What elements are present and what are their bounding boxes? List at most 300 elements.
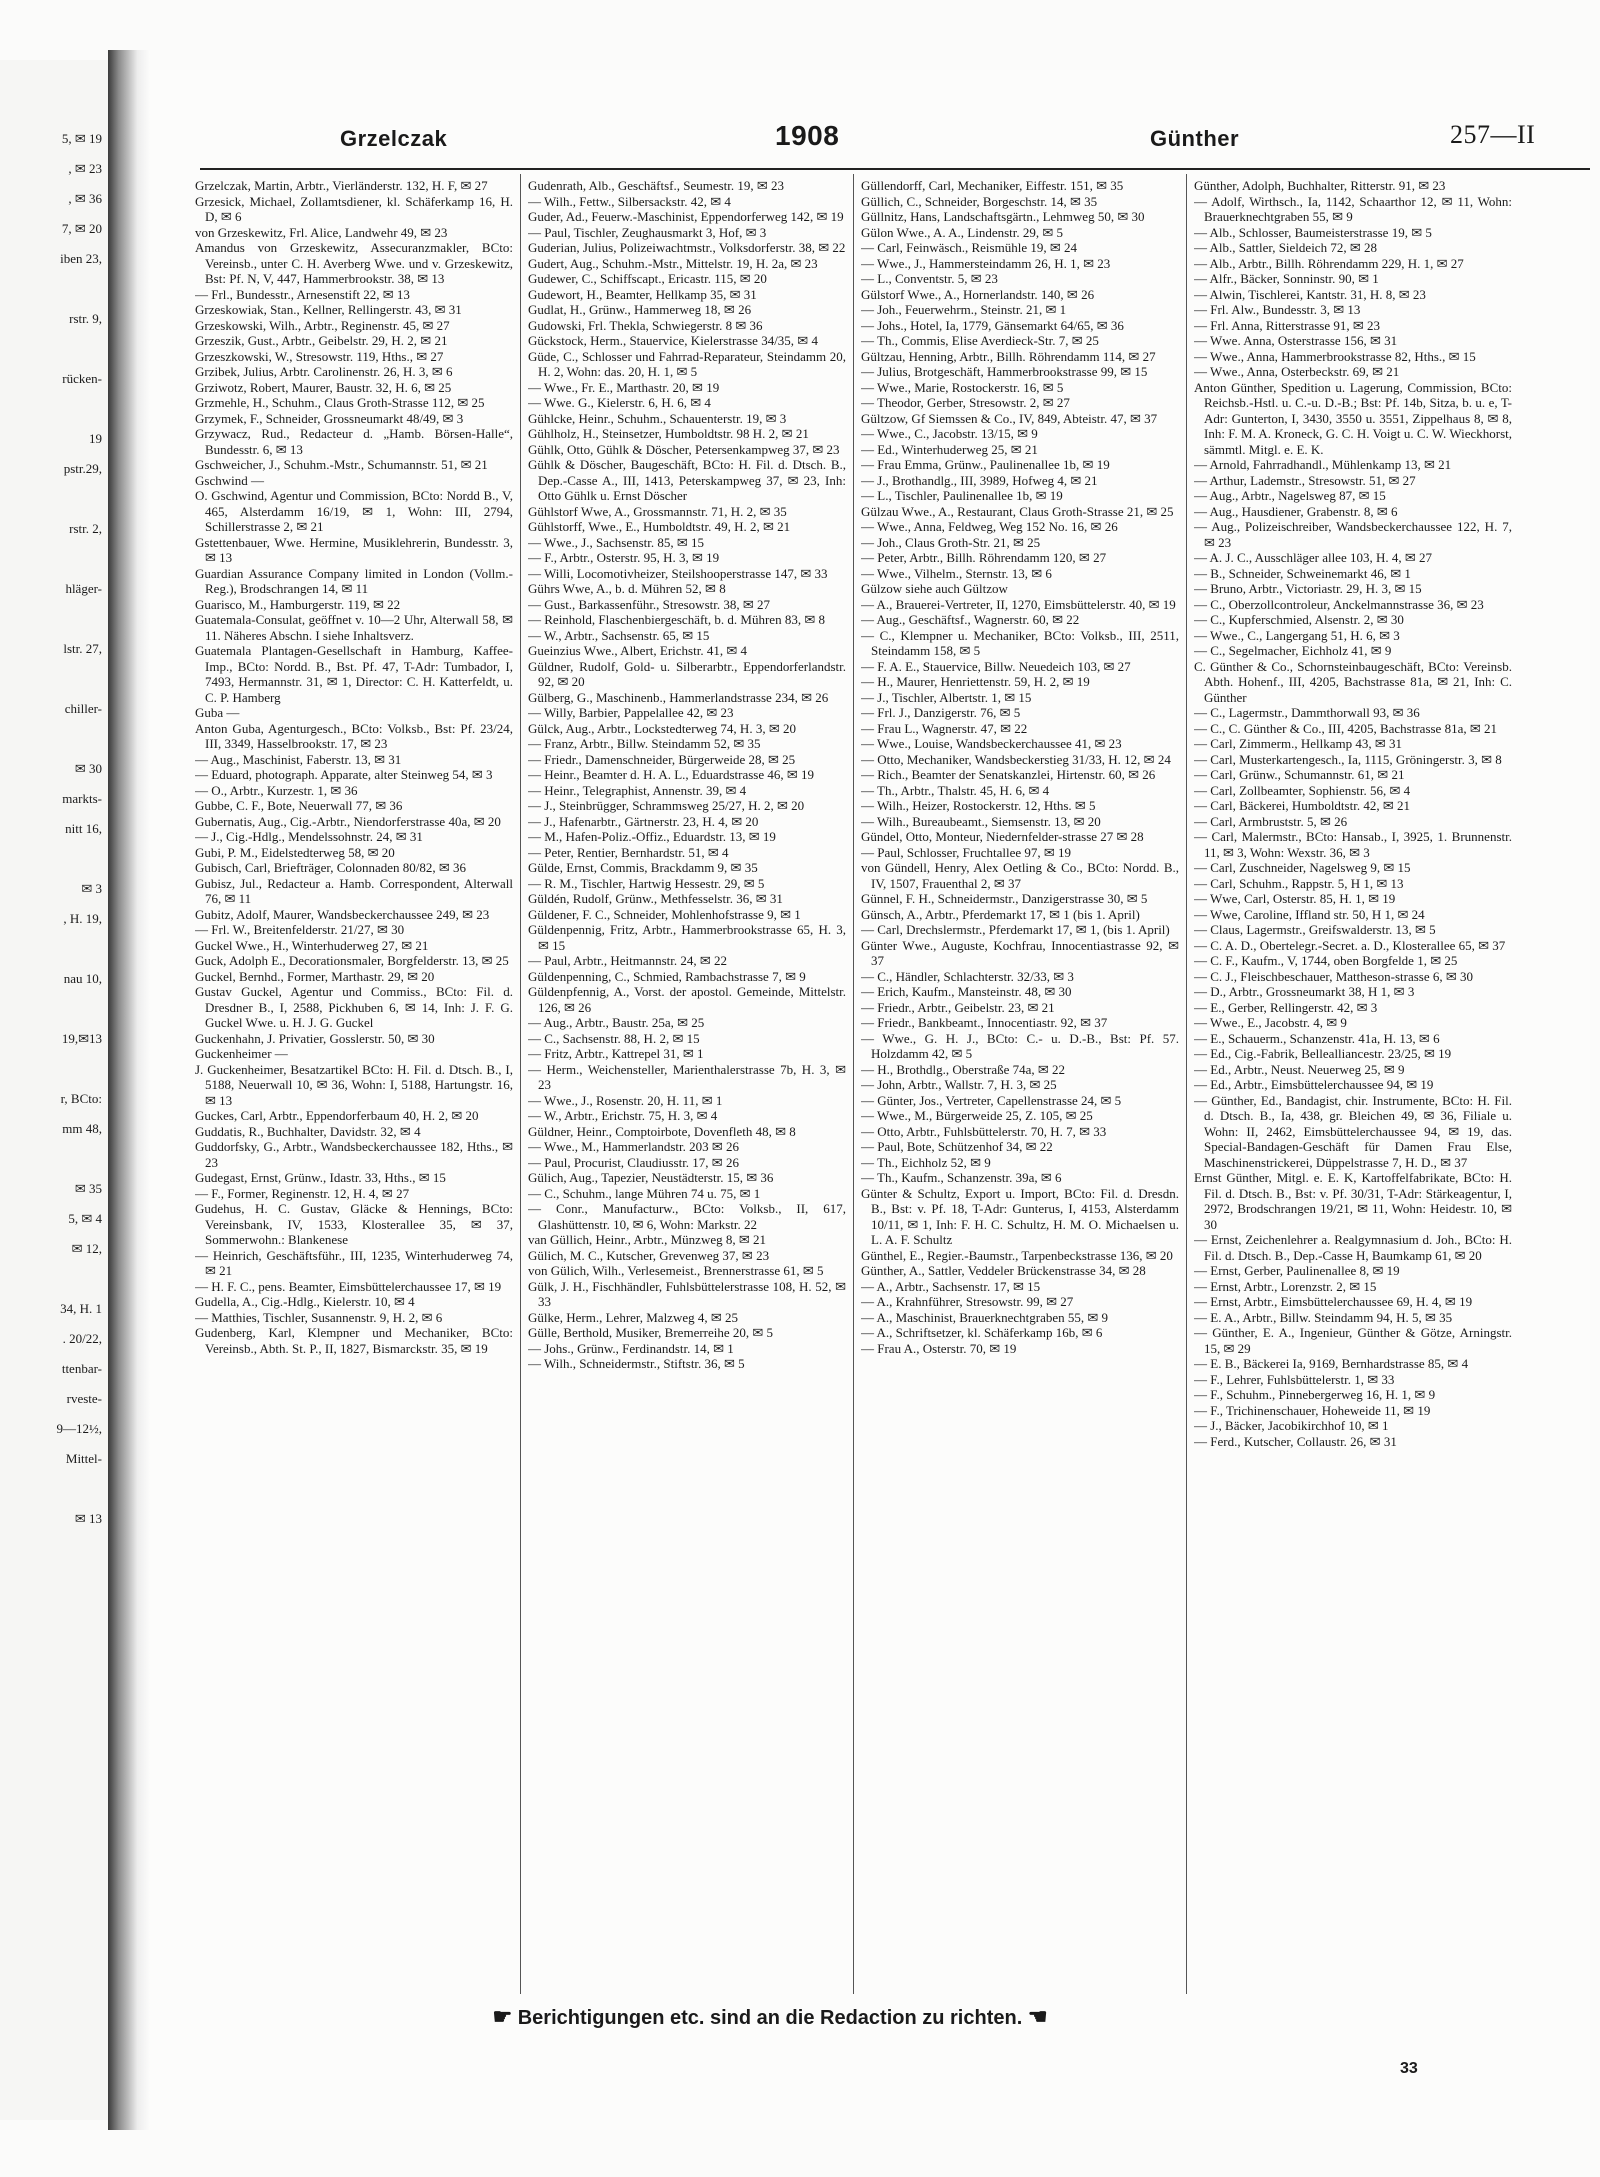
directory-entry: Gülich, M. C., Kutscher, Grevenweg 37, ✉ 23: [528, 1247, 770, 1263]
column-divider: [520, 174, 521, 1994]
directory-entry: — Th., Eichholz 52, ✉ 9: [861, 1154, 991, 1170]
previous-page-fragment: Mittel-: [65, 1452, 102, 1466]
directory-entry: — Rich., Beamter der Senatskanzlei, Hirtenstr. 60, ✉ 26: [861, 767, 1156, 782]
directory-entry: Gückstock, Herm., Stauervice, Kielerstrasse 34/35, ✉ 4: [528, 333, 818, 348]
directory-entry: Guckenheimer —: [195, 1046, 288, 1061]
directory-entry: Grziwotz, Robert, Maurer, Baustr. 32, H. 6, ✉ 25: [195, 379, 452, 395]
previous-page-fragment: mm 48,: [62, 1122, 102, 1136]
directory-entry: — Th., Arbtr., Thalstr. 45, H. 6, ✉ 4: [861, 782, 1050, 798]
directory-entry: — Reinhold, Flaschenbiergeschäft, b. d. Mühren 83, ✉ 8: [528, 612, 825, 627]
directory-entry: — Frau L., Wagnerstr. 47, ✉ 22: [861, 720, 1028, 736]
directory-entry: — F., Schuhm., Pinnebergerweg 16, H. 1, ✉ 9: [1194, 1387, 1436, 1402]
directory-entry: Günther, Adolph, Buchhalter, Ritterstr. 91, ✉ 23: [1194, 178, 1446, 193]
directory-entry: Güde, C., Schlosser und Fahrrad-Reparateur, Steindamm 20, H. 2, Wohn: das. 20, H. 1, ✉ 5: [528, 348, 846, 379]
directory-entry: — Carl, Drechslermstr., Pferdemarkt 17, ✉ 1, (bis 1. April): [861, 922, 1170, 937]
directory-entry: Güllendorff, Carl, Mechaniker, Eiffestr. 151, ✉ 35: [861, 178, 1124, 193]
directory-entry: — Wwe., J., Sachsenstr. 85, ✉ 15: [528, 534, 705, 550]
directory-entry: Güldenpennig, Fritz, Arbtr., Hammerbrookstrasse 65, H. 3, ✉ 15: [528, 922, 846, 953]
previous-page-fragment: , H. 19,: [63, 912, 102, 926]
directory-entry: Güldenpfennig, A., Vorst. der apostol. Gemeinde, Mittelstr. 126, ✉ 26: [528, 984, 846, 1015]
directory-entry: — C. A. D., Obertelegr.-Secret. a. D., Klosterallee 65, ✉ 37: [1194, 937, 1506, 953]
directory-entry: — A., Krahnführer, Stresowstr. 99, ✉ 27: [861, 1294, 1074, 1309]
previous-page-fragment: nitt 16,: [65, 822, 102, 836]
directory-entry: — Wilh., Fettw., Silbersackstr. 42, ✉ 4: [528, 193, 731, 209]
previous-page-fragment: , ✉ 36: [68, 192, 102, 206]
directory-entry: — Heinr., Beamter d. H. A. L., Eduardstrasse 46, ✉ 19: [528, 767, 815, 782]
directory-entry: Günther, A., Sattler, Veddeler Brückenstrasse 34, ✉ 28: [861, 1263, 1146, 1278]
directory-entry: von Gündell, Henry, Alex Oetling & Co., BCto: Nordd. B., IV, 1507, Frauenthal 2, ✉ 37: [861, 860, 1179, 891]
footer-page-number: 33: [1400, 2060, 1418, 2077]
directory-entry: — F., Former, Reginenstr. 12, H. 4, ✉ 27: [195, 1185, 410, 1201]
pointing-hand-icon: ☚: [1027, 2004, 1048, 2029]
previous-page-fragment: markts-: [62, 792, 102, 806]
directory-page: [150, 70, 1590, 2130]
column-2: [528, 178, 846, 1978]
directory-entry: — H. F. C., pens. Beamter, Eimsbüttelerchaussee 17, ✉ 19: [195, 1278, 502, 1294]
directory-entry: — Wwe., M., Hammerlandstr. 203 ✉ 26: [528, 1139, 740, 1154]
directory-entry: von Grzeskewitz, Frl. Alice, Landwehr 49, ✉ 23: [195, 224, 448, 240]
directory-entry: — J., Steinbrügger, Schrammsweg 25/27, H. 2, ✉ 20: [528, 798, 805, 813]
directory-entry: — Ernst, Zeichenlehrer a. Realgymnasium d. Joh., BCto: H. Fil. d. Dtsch. B., Dep.-Casse H, Baumkamp 61, ✉ 20: [1194, 1232, 1512, 1263]
directory-entry: Gubernatis, Aug., Cig.-Arbtr., Niendorferstrasse 40a, ✉ 20: [195, 813, 501, 829]
directory-entry: — F. A. E., Stauervice, Billw. Neuedeich 103, ✉ 27: [861, 658, 1131, 674]
directory-entry: — Ed., Winterhuderweg 25, ✉ 21: [861, 441, 1038, 457]
directory-entry: — Friedr., Bankbeamt., Innocentiastr. 92, ✉ 37: [861, 1015, 1108, 1030]
directory-entry: — F., Arbtr., Osterstr. 95, H. 3, ✉ 19: [528, 550, 720, 565]
directory-entry: Anton Günther, Spedition u. Lagerung, Commission, BCto: Reichsb.-Hstl. u. C.-u. D.-B.; Bst: Pf. 14b, Sitza, b. u. e, T-Adr: Gunterton, I, 3430, 3550 u. 3551, Zippelhaus 8, ✉ 8, Inh: F. M. A. Kroneck, G. C. H. Voigt u. C. W. Wieckhorst, sämmtl. Mitgl. e. E. K.: [1194, 379, 1512, 457]
directory-entry: — Wwe., Anna, Osterbeckstr. 69, ✉ 21: [1194, 364, 1400, 379]
directory-entry: Gühlstorff, Wwe., E., Humboldtstr. 49, H. 2, ✉ 21: [528, 519, 791, 534]
previous-page-fragment: ttenbar-: [61, 1362, 102, 1376]
directory-entry: Guder, Ad., Feuerw.-Maschinist, Eppendorferweg 142, ✉ 19: [528, 209, 844, 224]
directory-entry: — John, Arbtr., Wallstr. 7, H. 3, ✉ 25: [861, 1077, 1057, 1092]
directory-entry: Guckes, Carl, Arbtr., Eppendorferbaum 40, H. 2, ✉ 20: [195, 1108, 479, 1123]
directory-entry: — Friedr., Damenschneider, Bürgerweide 28, ✉ 25: [528, 751, 796, 767]
directory-entry: — Frau Emma, Grünw., Paulinenallee 1b, ✉ 19: [861, 457, 1110, 472]
directory-entry: — Aug., Geschäftsf., Wagnerstr. 60, ✉ 22: [861, 612, 1080, 627]
previous-page-fragment: ✉ 35: [74, 1182, 102, 1196]
directory-entry: — Carl, Feinwäsch., Reismühle 19, ✉ 24: [861, 240, 1077, 255]
directory-entry: — Aug., Hausdiener, Grabenstr. 8, ✉ 6: [1194, 503, 1398, 519]
directory-entry: Gührs Wwe, A., b. d. Mühren 52, ✉ 8: [528, 581, 726, 596]
directory-entry: Güllnitz, Hans, Landschaftsgärtn., Lehmweg 50, ✉ 30: [861, 209, 1145, 224]
directory-entry: — H., Brothdlg., Oberstraße 74a, ✉ 22: [861, 1061, 1066, 1077]
directory-entry: — Paul, Bote, Schützenhof 34, ✉ 22: [861, 1139, 1053, 1154]
directory-entry: — Arnold, Fahrradhandl., Mühlenkamp 13, ✉ 21: [1194, 457, 1452, 472]
directory-entry: Gühlstorf Wwe, A., Grossmannstr. 71, H. 2, ✉ 35: [528, 503, 787, 519]
directory-entry: — Wwe. G., Kielerstr. 6, H. 6, ✉ 4: [528, 395, 711, 410]
directory-entry: Guckel, Bernhd., Former, Marthastr. 29, ✉ 20: [195, 968, 435, 984]
directory-entry: — O., Arbtr., Kurzestr. 1, ✉ 36: [195, 782, 358, 798]
directory-entry: — J., Bäcker, Jacobikirchhof 10, ✉ 1: [1194, 1418, 1389, 1433]
directory-entry: — Eduard, photograph. Apparate, alter Steinweg 54, ✉ 3: [195, 767, 493, 782]
directory-entry: — C., Lagermstr., Dammthorwall 93, ✉ 36: [1194, 705, 1420, 720]
directory-entry: — Willy, Barbier, Pappelallee 42, ✉ 23: [528, 705, 734, 720]
directory-entry: von Gülich, Wilh., Verlesemeist., Brennerstrasse 61, ✉ 5: [528, 1263, 824, 1278]
directory-entry: — Ernst, Gerber, Paulinenallee 8, ✉ 19: [1194, 1263, 1400, 1278]
directory-entry: Gülle, Berthold, Musiker, Bremerreihe 20, ✉ 5: [528, 1325, 774, 1340]
directory-entry: — Alwin, Tischlerei, Kantstr. 31, H. 8, ✉ 23: [1194, 286, 1426, 302]
directory-entry: Gühlk, Otto, Gühlk & Döscher, Petersenkampweg 37, ✉ 23: [528, 441, 840, 457]
previous-page-fragment: r, BCto:: [60, 1092, 102, 1106]
directory-entry: — Frl. Alw., Bundesstr. 3, ✉ 13: [1194, 302, 1361, 317]
previous-page-strip: [0, 60, 112, 2120]
directory-entry: — C., Klempner u. Mechaniker, BCto: Volksb., III, 2511, Steindamm 158, ✉ 5: [861, 627, 1179, 658]
directory-entry: — Ferd., Kutscher, Collaustr. 26, ✉ 31: [1194, 1433, 1397, 1449]
directory-entry: — L., Conventstr. 5, ✉ 23: [861, 271, 998, 286]
directory-entry: — Wwe, Carl, Osterstr. 85, H. 1, ✉ 19: [1194, 891, 1396, 906]
directory-entry: Guddorfsky, G., Arbtr., Wandsbeckerchaussee 182, Hths., ✉ 23: [195, 1139, 513, 1170]
directory-entry: — Wilh., Schneidermstr., Stiftstr. 36, ✉ 5: [528, 1356, 745, 1371]
column-divider: [1186, 174, 1187, 1994]
directory-entry: — Joh., Claus Groth-Str. 21, ✉ 25: [861, 534, 1041, 550]
directory-entry: Gudegast, Ernst, Grünw., Idastr. 33, Hths., ✉ 15: [195, 1170, 446, 1185]
previous-page-fragment: 7, ✉ 20: [61, 222, 102, 236]
directory-entry: Gubi, P. M., Eidelstedterweg 58, ✉ 20: [195, 844, 395, 860]
directory-entry: Günter & Schultz, Export u. Import, BCto: Fil. d. Dresdn. B., Bst: v. Pf. 18, T-Adr: Gunterus, I, 4153, Alsterdamm 10/11, ✉ 1, Inh: F. H. C. Schultz, H. M. O. Michaelsen u. L. A. F. Schultz: [861, 1185, 1179, 1247]
directory-entry: — Wilh., Bureaubeamt., Siemsenstr. 13, ✉ 20: [861, 813, 1101, 829]
directory-entry: — Wwe., C., Jacobstr. 13/15, ✉ 9: [861, 426, 1038, 441]
directory-entry: — J., Hafenarbtr., Gärtnerstr. 23, H. 4, ✉ 20: [528, 813, 759, 829]
directory-entry: — C. F., Kaufm., V, 1744, oben Borgfelde 1, ✉ 25: [1194, 953, 1458, 968]
directory-entry: — Joh., Feuerwehrm., Steinstr. 21, ✉ 1: [861, 302, 1067, 317]
directory-entry: Gubbe, C. F., Bote, Neuerwall 77, ✉ 36: [195, 798, 403, 813]
directory-entry: Grzeskowiak, Stan., Kellner, Rellingerstr. 43, ✉ 31: [195, 302, 462, 317]
directory-entry: — Peter, Rentier, Bernhardstr. 51, ✉ 4: [528, 844, 729, 860]
directory-entry: Gschwind —: [195, 472, 264, 488]
directory-entry: Guck, Adolph E., Decorationsmaler, Borgfelderstr. 13, ✉ 25: [195, 953, 509, 968]
directory-entry: — Wwe., Anna, Hammerbrookstrasse 82, Hths., ✉ 15: [1194, 348, 1476, 364]
directory-entry: Gubitz, Adolf, Maurer, Wandsbeckerchaussee 249, ✉ 23: [195, 906, 490, 922]
directory-entry: Guatemala Plantagen-Gesellschaft in Hamburg, Kaffee-Imp., BCto: Nordd. B., Bst. Pf. 47, T-Adr: Tumbador, I, 7493, Hermannstr. 31, ✉ 1, Director: C. H. Katterfeldt, u. C. P. Hamberg: [195, 643, 513, 705]
directory-entry: — Paul, Arbtr., Heitmannstr. 24, ✉ 22: [528, 953, 728, 968]
directory-entry: C. Günther & Co., Schornsteinbaugeschäft, BCto: Vereinsb. Abth. Hohenf., III, 4205, Bachstrasse 81a, ✉ 21, Inh: C. Günther: [1194, 658, 1512, 705]
directory-entry: — Heinrich, Geschäftsführ., III, 1235, Winterhuderweg 74, ✉ 21: [195, 1247, 513, 1278]
previous-page-fragment: ✉ 3: [81, 882, 102, 896]
directory-entry: Grzesick, Michael, Zollamtsdiener, kl. Schäferkamp 16, H. D, ✉ 6: [195, 193, 513, 224]
previous-page-fragment: pstr.29,: [63, 462, 102, 476]
directory-entry: — Otto, Mechaniker, Wandsbeckerstieg 31/33, H. 12, ✉ 24: [861, 751, 1171, 767]
directory-entry: Gülzau Wwe., A., Restaurant, Claus Groth-Strasse 21, ✉ 25: [861, 503, 1174, 519]
directory-entry: — Ernst, Arbtr., Eimsbüttelerchaussee 69, H. 4, ✉ 19: [1194, 1294, 1473, 1309]
directory-entry: Gülke, Herm., Lehrer, Malzweg 4, ✉ 25: [528, 1309, 738, 1325]
directory-entry: — Wwe., E., Jacobstr. 4, ✉ 9: [1194, 1015, 1347, 1030]
directory-entry: — Carl, Musterkartengesch., Ia, 1115, Gröningerstr. 3, ✉ 8: [1194, 751, 1502, 767]
directory-entry: van Güllich, Heinr., Arbtr., Münzweg 8, ✉ 21: [528, 1232, 766, 1247]
header-page-number: 257—II: [1450, 120, 1536, 149]
directory-entry: Güllich, C., Schneider, Borgeschstr. 14, ✉ 35: [861, 193, 1098, 209]
directory-entry: — Carl, Armbruststr. 5, ✉ 26: [1194, 813, 1348, 829]
directory-entry: — J., Cig.-Hdlg., Mendelssohnstr. 24, ✉ 31: [195, 829, 423, 844]
directory-entry: — C., Händler, Schlachterstr. 32/33, ✉ 3: [861, 968, 1074, 984]
previous-page-fragment: 34, H. 1: [60, 1302, 102, 1316]
directory-entry: Günnel, F. H., Schneidermstr., Danzigerstrasse 30, ✉ 5: [861, 891, 1148, 906]
directory-entry: Ernst Günther, Mitgl. e. E. K, Kartoffelfabrikate, BCto: H. Fil. d. Dtsch. B., Bst: v. Pf. 30/31, T-Adr: Stärkeagentur, I, 2972, Brodschrangen 19/21, ✉ 11, Wohn: Heidestr. 10, ✉ 30: [1194, 1170, 1512, 1232]
directory-entry: Güldner, Rudolf, Gold- u. Silberarbtr., Eppendorferlandstr. 92, ✉ 20: [528, 658, 846, 689]
column-3: [861, 178, 1179, 1978]
directory-entry: Grzmehle, H., Schuhm., Claus Groth-Strasse 112, ✉ 25: [195, 395, 485, 410]
directory-entry: Grzeszik, Gust., Arbtr., Geibelstr. 29, H. 2, ✉ 21: [195, 333, 448, 348]
directory-entry: — A., Brauerei-Vertreter, II, 1270, Eimsbüttelerstr. 40, ✉ 19: [861, 596, 1176, 612]
directory-entry: Gueinzius Wwe., Albert, Erichstr. 41, ✉ 4: [528, 643, 747, 658]
directory-entry: Gühlcke, Heinr., Schuhm., Schauenterstr. 19, ✉ 3: [528, 410, 787, 426]
directory-entry: — Wwe., G. H. J., BCto: C.- u. D.-B., Bst: Pf. 57. Holzdamm 42, ✉ 5: [861, 1030, 1179, 1061]
directory-entry: — Frl. W., Breitenfelderstr. 21/27, ✉ 30: [195, 922, 405, 937]
directory-entry: Güldenpenning, C., Schmied, Rambachstrasse 7, ✉ 9: [528, 968, 806, 984]
directory-entry: — Johs., Hotel, Ia, 1779, Gänsemarkt 64/65, ✉ 36: [861, 317, 1124, 333]
directory-entry: Gubisch, Carl, Briefträger, Colonnaden 80/82, ✉ 36: [195, 860, 467, 875]
directory-entry: — A., Maschinist, Brauerknechtgraben 55, ✉ 9: [861, 1309, 1109, 1325]
directory-entry: — Ed., Arbtr., Neust. Neuerweg 25, ✉ 9: [1194, 1061, 1405, 1077]
directory-entry: — E., Schauerm., Schanzenstr. 41a, H. 13, ✉ 6: [1194, 1030, 1440, 1046]
directory-entry: Gültzau, Henning, Arbtr., Billh. Röhrendamm 114, ✉ 27: [861, 348, 1156, 364]
header-left-word: Grzelczak: [340, 126, 448, 151]
directory-entry: — Wwe., C., Langergang 51, H. 6, ✉ 3: [1194, 627, 1400, 643]
column-4: [1194, 178, 1512, 1978]
directory-entry: — Otto, Arbtr., Fuhlsbüttelerstr. 70, H. 7, ✉ 33: [861, 1123, 1107, 1139]
directory-entry: — Th., Kaufm., Schanzenstr. 39a, ✉ 6: [861, 1170, 1062, 1185]
directory-entry: — Wilh., Heizer, Rostockerstr. 12, Hths. ✉ 5: [861, 798, 1096, 813]
directory-entry: Grzymek, F., Schneider, Grossneumarkt 48/49, ✉ 3: [195, 410, 464, 426]
directory-entry: — Wwe., J., Rosenstr. 20, H. 11, ✉ 1: [528, 1092, 723, 1108]
directory-entry: Guatemala-Consulat, geöffnet v. 10—2 Uhr, Alterwall 58, ✉ 11. Näheres Abschn. I siehe Inhaltsverz.: [195, 612, 513, 643]
directory-entry: Grzeszkowski, W., Stresowstr. 119, Hths., ✉ 27: [195, 348, 444, 364]
directory-entry: — Matthies, Tischler, Susannenstr. 9, H. 2, ✉ 6: [195, 1309, 443, 1325]
directory-entry: Gudella, A., Cig.-Hdlg., Kielerstr. 10, ✉ 4: [195, 1294, 415, 1309]
directory-entry: — J., Tischler, Albertstr. 1, ✉ 15: [861, 689, 1032, 705]
directory-entry: — Heinr., Telegraphist, Annenstr. 39, ✉ 4: [528, 782, 747, 798]
directory-entry: Gülde, Ernst, Commis, Brackdamm 9, ✉ 35: [528, 860, 758, 875]
directory-entry: — Adolf, Wirthsch., Ia, 1142, Schaarthor 12, ✉ 11, Wohn: Brauerknechtgraben 55, ✉ 9: [1194, 193, 1512, 224]
directory-entry: — Erich, Kaufm., Mansteinstr. 48, ✉ 30: [861, 984, 1072, 999]
directory-entry: — Theodor, Gerber, Stresowstr. 2, ✉ 27: [861, 395, 1070, 410]
directory-entry: — Frl. J., Danzigerstr. 76, ✉ 5: [861, 705, 1021, 720]
directory-entry: Gudehus, H. C. Gustav, Gläcke & Hennings, BCto: Vereinsbank, IV, 1533, Klosterallee 35, ✉ 37, Sommerwohn.: Blankenese: [195, 1201, 513, 1247]
previous-page-fragment: ✉ 12,: [71, 1242, 102, 1256]
directory-entry: — F., Lehrer, Fuhlsbüttelerstr. 1, ✉ 33: [1194, 1371, 1395, 1387]
directory-entry: Gühlholz, H., Steinsetzer, Humboldtstr. 98 H. 2, ✉ 21: [528, 426, 809, 441]
directory-entry: — Günther, E. A., Ingenieur, Günther & Götze, Arningstr. 15, ✉ 29: [1194, 1325, 1512, 1356]
previous-page-fragment: ✉ 13: [74, 1512, 102, 1526]
directory-entry: — M., Hafen-Poliz.-Offiz., Eduardstr. 13, ✉ 19: [528, 829, 776, 844]
directory-entry: Gudenrath, Alb., Geschäftsf., Seumestr. 19, ✉ 23: [528, 178, 785, 193]
previous-page-fragment: ✉ 30: [74, 762, 102, 776]
directory-entry: Guba —: [195, 705, 240, 720]
directory-entry: O. Gschwind, Agentur und Commission, BCto: Nordd B., V, 465, Alsterdamm 16/19, ✉ 1, Wohn: III, 2794, Schillerstrasse 2, ✉ 21: [195, 488, 513, 534]
directory-entry: Günsch, A., Arbtr., Pferdemarkt 17, ✉ 1 (bis 1. April): [861, 906, 1140, 922]
directory-entry: — Johs., Grünw., Ferdinandstr. 14, ✉ 1: [528, 1340, 734, 1356]
corrections-note: [320, 2004, 1220, 2030]
directory-entry: — C., C. Günther & Co., III, 4205, Bachstrasse 81a, ✉ 21: [1194, 720, 1497, 736]
directory-entry: Gündel, Otto, Monteur, Niedernfelder-strasse 27 ✉ 28: [861, 829, 1144, 844]
directory-entry: — Wwe. Anna, Osterstrasse 156, ✉ 31: [1194, 333, 1398, 348]
directory-entry: Amandus von Grzeskewitz, Assecuranzmakler, BCto: Vereinsb., unter C. H. Averberg Wwe. und v. Grzeskewitz, Bst: Pf. N, V, 447, Hammerbrookstr. 38, ✉ 13: [195, 240, 513, 286]
directory-entry: — Peter, Arbtr., Billh. Röhrendamm 120, ✉ 27: [861, 550, 1107, 565]
directory-entry: Gustav Guckel, Agentur und Commiss., BCto: Fil. d. Dresdner B., I, 2588, Pickhuben 6, ✉ 14, Inh: J. F. G. Guckel Wwe. u. H. J. G. Guckel: [195, 984, 513, 1030]
pointing-hand-icon: ☛: [492, 2004, 513, 2029]
directory-entry: — Günter, Jos., Vertreter, Capellenstrasse 24, ✉ 5: [861, 1092, 1122, 1108]
directory-entry: — Carl, Bäckerei, Humboldtstr. 42, ✉ 21: [1194, 798, 1410, 813]
directory-entry: — Frau A., Osterstr. 70, ✉ 19: [861, 1340, 1017, 1356]
previous-page-fragment: rstr. 9,: [69, 312, 102, 326]
directory-entry: — Carl, Zimmerm., Hellkamp 43, ✉ 31: [1194, 736, 1403, 751]
previous-page-fragment: rveste-: [66, 1392, 102, 1406]
directory-entry: — Carl, Malermstr., BCto: Hansab., I, 3925, 1. Brunnenstr. 11, ✉ 3, Wohn: Wexstr. 36, ✉ 3: [1194, 829, 1512, 860]
directory-entry: — E., Gerber, Rellingerstr. 42, ✉ 3: [1194, 999, 1378, 1015]
directory-entry: — Alb., Schlosser, Baumeisterstrasse 19, ✉ 5: [1194, 224, 1432, 240]
directory-entry: Gülk, J. H., Fischhändler, Fuhlsbüttelerstrasse 108, H. 52, ✉ 33: [528, 1278, 846, 1309]
directory-entry: — Th., Commis, Elise Averdieck-Str. 7, ✉ 25: [861, 333, 1099, 348]
previous-page-fragment: 9—12½,: [56, 1422, 102, 1436]
previous-page-fragment: , ✉ 23: [68, 162, 102, 176]
directory-entry: Gülberg, G., Maschinenb., Hammerlandstrasse 234, ✉ 26: [528, 689, 829, 705]
directory-entry: Guckel Wwe., H., Winterhuderweg 27, ✉ 21: [195, 937, 429, 953]
previous-page-fragment: rstr. 2,: [69, 522, 102, 536]
previous-page-fragment: lstr. 27,: [63, 642, 102, 656]
directory-entry: — Wwe., Fr. E., Marthastr. 20, ✉ 19: [528, 379, 720, 395]
directory-entry: Gudewort, H., Beamter, Hellkamp 35, ✉ 31: [528, 286, 757, 302]
directory-entry: — Conr., Manufacturw., BCto: Volksb., II, 617, Glashüttenstr. 10, ✉ 6, Wohn: Markstr. 22: [528, 1201, 846, 1232]
directory-entry: — D., Arbtr., Grossneumarkt 38, H 1, ✉ 3: [1194, 984, 1415, 999]
directory-entry: — Wwe, Caroline, Iffland str. 50, H 1, ✉ 24: [1194, 906, 1425, 922]
directory-entry: — Frl. Anna, Ritterstrasse 91, ✉ 23: [1194, 317, 1381, 333]
directory-entry: Gülich, Aug., Tapezier, Neustädterstr. 15, ✉ 36: [528, 1170, 774, 1185]
page-header: [190, 120, 1590, 164]
directory-entry: — H., Maurer, Henriettenstr. 59, H. 2, ✉ 19: [861, 674, 1090, 689]
directory-entry: Grzibek, Julius, Arbtr. Carolinenstr. 26, H. 3, ✉ 6: [195, 364, 453, 379]
directory-entry: — Aug., Polizeischreiber, Wandsbeckerchaussee 122, H. 7, ✉ 23: [1194, 519, 1512, 550]
directory-entry: — Aug., Maschinist, Faberstr. 13, ✉ 31: [195, 751, 402, 767]
directory-entry: Grzeskowski, Wilh., Arbtr., Reginenstr. 45, ✉ 27: [195, 317, 450, 333]
directory-entry: Guderian, Julius, Polizeiwachtmstr., Volksdorferstr. 38, ✉ 22: [528, 240, 846, 255]
column-divider: [853, 174, 854, 1994]
directory-entry: Günter Wwe., Auguste, Kochfrau, Innocentiastrasse 92, ✉ 37: [861, 937, 1179, 968]
header-right-word: Günther: [1150, 126, 1240, 151]
previous-page-fragment: iben 23,: [60, 252, 102, 266]
directory-entry: — C. J., Fleischbeschauer, Mattheson-strasse 6, ✉ 30: [1194, 968, 1473, 984]
directory-entry: — B., Schneider, Schweinemarkt 46, ✉ 1: [1194, 565, 1411, 581]
directory-entry: — Gust., Barkassenführ., Stresowstr. 38, ✉ 27: [528, 596, 770, 612]
directory-entry: — Fritz, Arbtr., Kattrepel 31, ✉ 1: [528, 1046, 704, 1061]
previous-page-fragment: chiller-: [64, 702, 102, 716]
directory-entry: — W., Arbtr., Erichstr. 75, H. 3, ✉ 4: [528, 1108, 718, 1123]
directory-entry: Gudert, Aug., Schuhm.-Mstr., Mittelstr. 19, H. 2a, ✉ 23: [528, 255, 818, 271]
directory-entry: — W., Arbtr., Sachsenstr. 65, ✉ 15: [528, 627, 710, 643]
directory-entry: — Aug., Arbtr., Baustr. 25a, ✉ 25: [528, 1015, 705, 1030]
previous-page-fragment: hläger-: [65, 582, 102, 596]
directory-entry: — Ed., Cig.-Fabrik, Bellealliancestr. 23/25, ✉ 19: [1194, 1046, 1452, 1061]
directory-entry: — Ed., Arbtr., Eimsbüttelerchaussee 94, ✉ 19: [1194, 1077, 1434, 1092]
directory-entry: — Julius, Brotgeschäft, Hammerbrookstrasse 99, ✉ 15: [861, 364, 1148, 379]
previous-page-fragment: 19,✉13: [61, 1032, 102, 1046]
directory-entry: — R. M., Tischler, Hartwig Hessestr. 29, ✉ 5: [528, 875, 765, 891]
directory-entry: — Wwe., Louise, Wandsbeckerchaussee 41, ✉ 23: [861, 736, 1122, 751]
directory-entry: — Wwe., Anna, Feldweg, Weg 152 No. 16, ✉ 26: [861, 519, 1118, 534]
directory-entry: Guckenhahn, J. Privatier, Gosslerstr. 50, ✉ 30: [195, 1030, 435, 1046]
corrections-note-text: Berichtigungen etc. sind an die Redaction zu richten.: [517, 2007, 1023, 2029]
previous-page-fragment: 5, ✉ 4: [68, 1212, 102, 1226]
directory-entry: Güldén, Rudolf, Grünw., Methfesselstr. 36, ✉ 31: [528, 891, 783, 906]
directory-entry: — J., Brothandlg., III, 3989, Hofweg 4, ✉ 21: [861, 472, 1098, 488]
directory-entry: Güldner, Heinr., Comptoirbote, Dovenfleth 48, ✉ 8: [528, 1123, 796, 1139]
directory-entry: Gühlk & Döscher, Baugeschäft, BCto: H. Fil. d. Dtsch. B., Dep.-Casse A., III, 1413, Peterskampweg 37, ✉ 23, Inh: Otto Gühlk u. Ernst Döscher: [528, 457, 846, 503]
directory-entry: — Willi, Locomotivheizer, Steilshooperstrasse 147, ✉ 33: [528, 565, 828, 581]
directory-entry: — C., Oberzollcontroleur, Anckelmannstrasse 36, ✉ 23: [1194, 596, 1484, 612]
directory-entry: — A., Schriftsetzer, kl. Schäferkamp 16b, ✉ 6: [861, 1325, 1103, 1340]
directory-entry: — Alb., Sattler, Sieldeich 72, ✉ 28: [1194, 240, 1377, 255]
directory-entry: — Carl, Zollbeamter, Sophienstr. 56, ✉ 4: [1194, 782, 1411, 798]
directory-entry: J. Guckenheimer, Besatzartikel BCto: H. Fil. d. Dtsch. B., I, 5188, Neuerwall 10, ✉ 36, Wohn: I, 5188, Hartungstr. 16, ✉ 13: [195, 1061, 513, 1108]
directory-entry: Güldener, F. C., Schneider, Mohlenhofstrasse 9, ✉ 1: [528, 906, 801, 922]
previous-page-fragment: 5, ✉ 19: [61, 132, 102, 146]
directory-entry: Grzywacz, Rud., Redacteur d. „Hamb. Börsen-Halle“, Bundesstr. 6, ✉ 13: [195, 426, 513, 457]
directory-entry: — Bruno, Arbtr., Victoriastr. 29, H. 3, ✉ 15: [1194, 581, 1422, 596]
directory-entry: — Paul, Schlosser, Fruchtallee 97, ✉ 19: [861, 844, 1072, 860]
directory-entry: Gudowski, Frl. Thekla, Schwiegerstr. 8 ✉ 36: [528, 317, 763, 333]
directory-entry: — E. B., Bäckerei Ia, 9169, Bernhardstrasse 85, ✉ 4: [1194, 1356, 1469, 1371]
directory-entry: — Paul, Tischler, Zeughausmarkt 3, Hof, ✉ 3: [528, 224, 767, 240]
directory-entry: Gschweicher, J., Schuhm.-Mstr., Schumannstr. 51, ✉ 21: [195, 457, 488, 472]
directory-entry: Günthel, E., Regier.-Baumstr., Tarpenbeckstrasse 136, ✉ 20: [861, 1247, 1173, 1263]
directory-entry: — Carl, Zuschneider, Nagelsweg 9, ✉ 15: [1194, 860, 1411, 875]
directory-entry: Gülstorf Wwe., A., Hornerlandstr. 140, ✉ 26: [861, 286, 1095, 302]
directory-entry: — E. A., Arbtr., Billw. Steindamm 94, H. 5, ✉ 35: [1194, 1309, 1453, 1325]
directory-entry: Gültzow, Gf Siemssen & Co., IV, 849, Abteistr. 47, ✉ 37: [861, 410, 1158, 426]
directory-entry: — Carl, Grünw., Schumannstr. 61, ✉ 21: [1194, 767, 1405, 782]
directory-entry: Gudewer, C., Schiffscapt., Ericastr. 115, ✉ 20: [528, 271, 767, 286]
directory-entry: Gubisz, Jul., Redacteur a. Hamb. Correspondent, Alterwall 76, ✉ 11: [195, 875, 513, 906]
directory-entry: — Claus, Lagermstr., Greifswalderstr. 13, ✉ 5: [1194, 922, 1436, 937]
directory-entry: — Frl., Bundesstr., Arnesenstift 22, ✉ 13: [195, 286, 410, 302]
directory-entry: Gstettenbauer, Wwe. Hermine, Musiklehrerin, Bundesstr. 3, ✉ 13: [195, 534, 513, 565]
directory-entry: — Friedr., Arbtr., Geibelstr. 23, ✉ 21: [861, 999, 1055, 1015]
directory-entry: — Günther, Ed., Bandagist, chir. Instrumente, BCto: H. Fil. d. Dtsch. B., Ia, 438, gr. Bleichen 49, ✉ 36, Filiale u. Wohn: II, 2462, Eimsbüttelerchaussee 94, ✉ 19, das. Special-Bandagen-Geschäft für Damen Frau Else, Maschinenstrickerei, Düppelstrasse 7, H. D., ✉ 37: [1194, 1092, 1512, 1170]
directory-entry: Grzelczak, Martin, Arbtr., Vierländerstr. 132, H. F, ✉ 27: [195, 178, 488, 193]
previous-page-fragment: . 20/22,: [62, 1332, 102, 1346]
column-1: [195, 178, 513, 1978]
header-year: 1908: [775, 120, 840, 151]
directory-entry: — C., Kupferschmied, Alsenstr. 2, ✉ 30: [1194, 612, 1404, 627]
directory-entry: — Arthur, Lademstr., Stresowstr. 51, ✉ 27: [1194, 472, 1416, 488]
previous-page-fragment: nau 10,: [63, 972, 102, 986]
directory-entry: — A., Arbtr., Sachsenstr. 17, ✉ 15: [861, 1278, 1041, 1294]
directory-entry: Guardian Assurance Company limited in London (Vollm.-Reg.), Brodschrangen 14, ✉ 11: [195, 565, 513, 596]
directory-entry: — Wwe., Vilhelm., Sternstr. 13, ✉ 6: [861, 565, 1052, 581]
directory-entry: — F., Trichinenschauer, Hoheweide 11, ✉ 19: [1194, 1402, 1431, 1418]
directory-entry: — L., Tischler, Paulinenallee 1b, ✉ 19: [861, 488, 1063, 503]
directory-entry: Gülck, Aug., Arbtr., Lockstedterweg 74, H. 3, ✉ 20: [528, 720, 796, 736]
page-fold-shadow: [108, 50, 150, 2130]
directory-entry: — Alb., Arbtr., Billh. Röhrendamm 229, H. 1, ✉ 27: [1194, 255, 1464, 271]
directory-entry: — Wwe., Marie, Rostockerstr. 16, ✉ 5: [861, 379, 1064, 395]
directory-entry: Gülon Wwe., A. A., Lindenstr. 29, ✉ 5: [861, 224, 1064, 240]
directory-entry: Anton Guba, Agenturgesch., BCto: Volksb., Bst: Pf. 23/24, III, 3349, Hasselbrookstr. 17, ✉ 23: [195, 720, 513, 751]
directory-entry: — Franz, Arbtr., Billw. Steindamm 52, ✉ 35: [528, 736, 761, 751]
previous-page-fragment: rücken-: [62, 372, 102, 386]
directory-entry: Gülzow siehe auch Gültzow: [861, 581, 1008, 596]
directory-entry: — Carl, Schuhm., Rappstr. 5, H 1, ✉ 13: [1194, 875, 1404, 891]
header-rule: [200, 168, 1590, 170]
directory-entry: — C., Schuhm., lange Mühren 74 u. 75, ✉ 1: [528, 1185, 761, 1201]
directory-entry: — Wwe., J., Hammersteindamm 26, H. 1, ✉ 23: [861, 255, 1111, 271]
directory-entry: — C., Sachsenstr. 88, H. 2, ✉ 15: [528, 1030, 700, 1046]
directory-entry: — Wwe., M., Bürgerweide 25, Z. 105, ✉ 25: [861, 1108, 1093, 1123]
directory-entry: — Alfr., Bäcker, Sonninstr. 90, ✉ 1: [1194, 271, 1379, 286]
directory-entry: — A. J. C., Ausschläger allee 103, H. 4, ✉ 27: [1194, 550, 1433, 565]
directory-entry: Gudlat, H., Grünw., Hammerweg 18, ✉ 26: [528, 302, 752, 317]
directory-entry: — Aug., Arbtr., Nagelsweg 87, ✉ 15: [1194, 488, 1386, 503]
directory-entry: — Herm., Weichensteller, Marienthalerstrasse 7b, H. 3, ✉ 23: [528, 1061, 846, 1092]
